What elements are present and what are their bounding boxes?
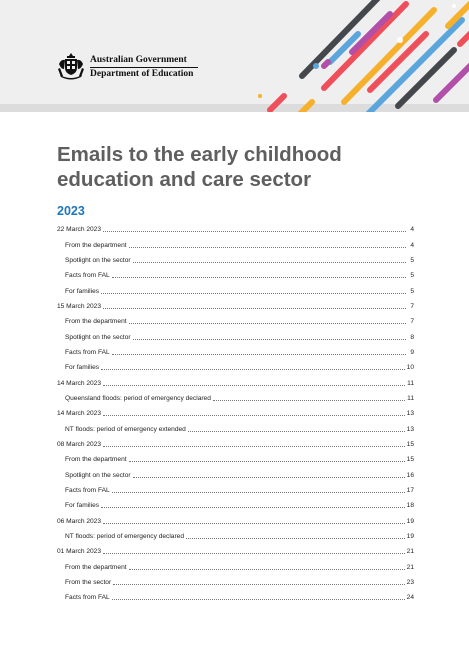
toc-leader-dots	[101, 507, 405, 508]
toc-leader-dots	[112, 599, 405, 600]
toc-entry-section[interactable]	[57, 452, 414, 467]
toc-leader-dots	[133, 477, 405, 478]
toc-entry-label: For families	[65, 502, 100, 510]
coat-of-arms-icon	[56, 50, 86, 82]
toc-leader-dots	[103, 523, 405, 524]
toc-entry-section[interactable]	[57, 237, 414, 252]
toc-entry-page-number: 21	[406, 563, 414, 571]
toc-entry-label: For families	[65, 287, 100, 295]
toc-entry-date[interactable]	[57, 437, 414, 452]
toc-entry-section[interactable]	[57, 283, 414, 298]
toc-entry-page-number: 5	[410, 272, 414, 280]
toc-entry-label: NT floods: period of emergency declared	[65, 533, 184, 541]
toc-entry-label: From the sector	[65, 579, 112, 587]
toc-leader-dots	[112, 492, 405, 493]
toc-leader-dots	[103, 415, 405, 416]
toc-entry-page-number: 19	[406, 533, 414, 541]
toc-entry-section[interactable]	[57, 498, 414, 513]
toc-entry-section[interactable]	[57, 268, 414, 283]
toc-entry-section[interactable]	[57, 529, 414, 544]
toc-entry-label: Facts from FAL	[65, 594, 110, 602]
toc-entry-page-number: 8	[410, 333, 414, 341]
toc-entry-page-number: 5	[410, 287, 414, 295]
toc-leader-dots	[186, 538, 405, 539]
toc-leader-dots	[129, 569, 405, 570]
toc-entry-section[interactable]	[57, 360, 414, 375]
toc-leader-dots	[101, 369, 405, 370]
toc-leader-dots	[213, 400, 405, 401]
toc-entry-section[interactable]	[57, 391, 414, 406]
toc-entry-label: 22 March 2023	[57, 226, 101, 234]
toc-leader-dots	[129, 247, 406, 248]
toc-entry-label: 14 March 2023	[57, 379, 101, 387]
toc-entry-section[interactable]	[57, 560, 414, 575]
section-year-heading: 2023	[57, 204, 85, 218]
toc-entry-page-number: 24	[406, 594, 414, 602]
toc-entry-label: For families	[65, 364, 100, 372]
toc-entry-page-number: 11	[407, 379, 414, 387]
government-wordmark	[90, 55, 198, 80]
toc-entry-section[interactable]	[57, 314, 414, 329]
toc-entry-label: From the department	[65, 241, 127, 249]
toc-leader-dots	[103, 553, 405, 554]
toc-leader-dots	[188, 431, 405, 432]
page-header	[0, 0, 469, 112]
wordmark-rule	[90, 67, 198, 68]
toc-leader-dots	[133, 339, 406, 340]
toc-entry-section[interactable]	[57, 575, 414, 590]
toc-leader-dots	[112, 277, 406, 278]
decorative-stripes	[240, 0, 469, 112]
department-name: Department of Education	[90, 69, 194, 79]
toc-entry-date[interactable]	[57, 406, 414, 421]
toc-entry-page-number: 7	[410, 302, 414, 310]
toc-leader-dots	[103, 446, 405, 447]
toc-entry-page-number: 4	[410, 226, 414, 234]
toc-leader-dots	[129, 323, 406, 324]
toc-leader-dots	[133, 262, 406, 263]
toc-entry-page-number: 19	[406, 517, 414, 525]
toc-entry-page-number: 16	[406, 471, 414, 479]
toc-entry-page-number: 5	[410, 256, 414, 264]
toc-entry-label: Facts from FAL	[65, 348, 110, 356]
toc-entry-section[interactable]	[57, 483, 414, 498]
toc-entry-label: Spotlight on the sector	[65, 256, 131, 264]
toc-entry-page-number: 11	[407, 394, 414, 402]
toc-leader-dots	[103, 385, 405, 386]
toc-entry-section[interactable]	[57, 253, 414, 268]
toc-leader-dots	[103, 308, 406, 309]
toc-entry-label: 08 March 2023	[57, 440, 101, 448]
government-name: Australian Government	[90, 55, 187, 65]
toc-leader-dots	[129, 461, 405, 462]
toc-entry-label: 06 March 2023	[57, 517, 101, 525]
title-line-2: education and care sector	[57, 168, 312, 191]
toc-entry-page-number: 18	[406, 502, 414, 510]
toc-entry-page-number: 9	[410, 348, 414, 356]
toc-entry-label: Facts from FAL	[65, 272, 110, 280]
toc-entry-page-number: 4	[410, 241, 414, 249]
toc-entry-page-number: 21	[406, 548, 414, 556]
table-of-contents	[57, 222, 414, 606]
title-line-1: Emails to the early childhood	[57, 143, 342, 166]
toc-entry-label: 14 March 2023	[57, 410, 101, 418]
toc-entry-label: Queensland floods: period of emergency declared	[65, 394, 211, 402]
toc-entry-section[interactable]	[57, 345, 414, 360]
toc-entry-label: Facts from FAL	[65, 487, 110, 495]
toc-entry-date[interactable]	[57, 514, 414, 529]
toc-entry-page-number: 10	[406, 364, 414, 372]
toc-entry-date[interactable]	[57, 544, 414, 559]
toc-leader-dots	[112, 354, 406, 355]
toc-entry-date[interactable]	[57, 375, 414, 390]
toc-entry-date[interactable]	[57, 299, 414, 314]
toc-leader-dots	[103, 231, 406, 232]
toc-entry-section[interactable]	[57, 468, 414, 483]
toc-entry-date[interactable]	[57, 222, 414, 237]
toc-entry-label: From the department	[65, 318, 127, 326]
toc-entry-page-number: 15	[406, 440, 414, 448]
toc-entry-label: Spotlight on the sector	[65, 333, 131, 341]
document-title	[57, 142, 342, 192]
toc-entry-page-number: 15	[406, 456, 414, 464]
toc-entry-label: 01 March 2023	[57, 548, 101, 556]
toc-entry-label: NT floods: period of emergency extended	[65, 425, 186, 433]
toc-entry-section[interactable]	[57, 421, 414, 436]
toc-leader-dots	[113, 584, 404, 585]
toc-entry-label: 15 March 2023	[57, 302, 101, 310]
toc-entry-label: From the department	[65, 456, 127, 464]
toc-entry-section[interactable]	[57, 590, 414, 605]
toc-entry-section[interactable]	[57, 329, 414, 344]
toc-entry-page-number: 13	[406, 425, 414, 433]
toc-entry-page-number: 13	[406, 410, 414, 418]
toc-entry-page-number: 23	[406, 579, 414, 587]
toc-entry-page-number: 7	[410, 318, 414, 326]
toc-leader-dots	[101, 293, 406, 294]
toc-entry-page-number: 17	[406, 487, 414, 495]
toc-entry-label: Spotlight on the sector	[65, 471, 131, 479]
toc-entry-label: From the department	[65, 563, 127, 571]
